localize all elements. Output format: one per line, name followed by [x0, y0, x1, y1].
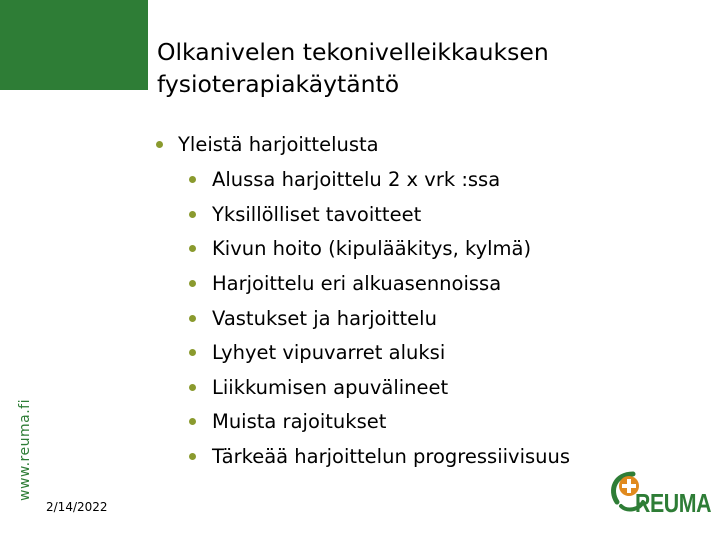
- bullet-dot: [189, 384, 196, 391]
- reuma-logo: [603, 466, 712, 522]
- bullet-dot: [189, 453, 196, 460]
- bullet-dot: [189, 315, 196, 322]
- slide-title-line-2: fysioterapiakäytäntö: [157, 70, 400, 98]
- sub-bullet-item: Lyhyet vipuvarret aluksi: [212, 341, 446, 364]
- sub-bullet-item: Yksillölliset tavoitteet: [212, 203, 422, 226]
- sub-bullet-item: Alussa harjoittelu 2 x vrk :ssa: [212, 168, 501, 191]
- bullet-dot: [189, 176, 196, 183]
- bullet-dot: [189, 245, 196, 252]
- sub-bullet-item: Tärkeää harjoittelun progressiivisuus: [212, 445, 571, 468]
- bullet-dot: [189, 418, 196, 425]
- slide-title: [157, 36, 697, 100]
- sub-bullet-item: Vastukset ja harjoittelu: [212, 307, 437, 330]
- bullet-dot: [189, 211, 196, 218]
- sub-bullet-item: Muista rajoitukset: [212, 410, 387, 433]
- header-accent-bar: [0, 0, 148, 90]
- bullet-dot: [189, 349, 196, 356]
- reuma-logo-text: REUMA: [635, 488, 712, 518]
- website-vertical-label: www.reuma.fi: [17, 399, 33, 501]
- sub-bullet-item: Kivun hoito (kipulääkitys, kylmä): [212, 237, 532, 260]
- bullet-dot: [156, 141, 163, 148]
- slide-title-line-1: Olkanivelen tekonivelleikkauksen: [157, 38, 549, 66]
- slide-date: 2/14/2022: [46, 500, 108, 514]
- sub-bullet-item: Liikkumisen apuvälineet: [212, 376, 449, 399]
- sub-bullet-item: Harjoittelu eri alkuasennoissa: [212, 272, 502, 295]
- bullet-dot: [189, 280, 196, 287]
- main-bullet-item: Yleistä harjoittelusta: [178, 133, 379, 156]
